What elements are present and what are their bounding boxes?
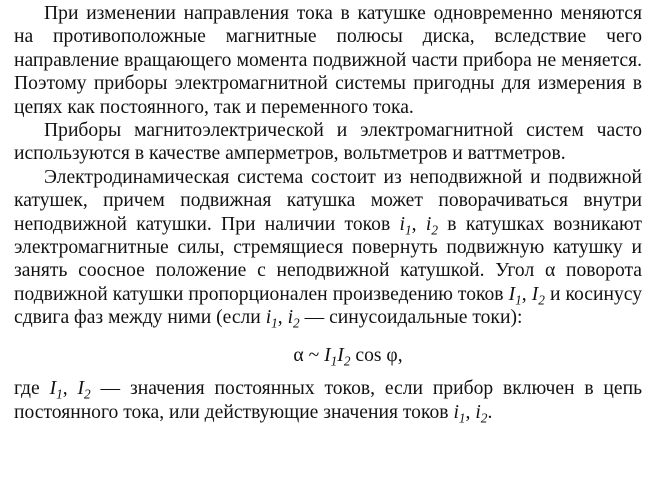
tail-i2: $i_2$ (475, 401, 488, 425)
paragraph-1: При изменении направления тока в катушке одновременно меняются на противоположные магнитные полюсы диска, вследствие чего направление вращающего момента подвижной части прибора не меняется. Поэтому приборы электромагнитной системы пригодны для измерения в цепях как постоянного, так и переменного тока. (14, 3, 642, 118)
paragraph-3-text-d: — синусоидальные токи): (299, 307, 523, 329)
formula-I1: $I_1$ (324, 344, 338, 368)
formula: α ~ $I_1I_2$ cos φ, (293, 344, 403, 368)
paragraph-4: где $I_1$, $I_2$ — значения постоянных токов, если прибор включен в цепь постоянного тока, или действующие значения токов $i_1$, $i_2$. (14, 378, 643, 425)
current-i2: $i_2$ (425, 213, 438, 237)
current-i1-b: $i_1$ (265, 307, 278, 331)
tail-I2: $I_2$ (77, 378, 91, 402)
formula-I2: $I_2$ (337, 344, 351, 368)
paragraph-3: Электродинамическая система состоит из неподвижной и подвижной катушек, причем подвижная катушка может поворачиваться внутри неподвижной катушки. При наличии токов $i_1$, $i_2$ в катушках возникают электромагнитные силы, стремящиеся повернуть подвижную катушку и занять соосное положение с неподвижной катушкой. Угол α поворота подвижной катушки пропорционален произведению токов $I_1$, $I_2$ и косинусу сдвига фаз между ними (если $i_1$, $i_2$ — синусоидальные токи): (14, 166, 642, 331)
current-I2: $I_2$ (531, 283, 545, 308)
paragraph-3-text-c: и косинусу сдвига фаз между ними (если (14, 283, 642, 329)
paragraph-2: Приборы магнитоэлектрической и электромагнитной систем часто используются в качестве амперметров, вольтметров и ваттметров. (14, 120, 642, 165)
current-i2-b: $i_2$ (287, 307, 300, 331)
tail-I1: $I_1$ (49, 378, 63, 402)
current-I1: $I_1$ (508, 283, 522, 308)
paragraph-4-text: — значения постоянных токов, если прибор включен в цепь постоянного тока, или действующие значения токов (14, 378, 643, 423)
formula-cos: cos φ, (350, 344, 403, 366)
paragraph-3-text-b: в катушках возникают электромагнитные силы, стремящиеся повернуть подвижную катушку и занять соосное положение с неподвижной катушкой. Угол α поворота подвижной катушки пропорционален произведению токов (14, 213, 642, 305)
formula-alpha: α (293, 344, 304, 366)
current-i1: $i_1$ (399, 213, 412, 237)
tail-i1: $i_1$ (453, 401, 466, 425)
paragraph-3-text-a: Электродинамическая система состоит из неподвижной и подвижной катушек, причем подвижная катушка может поворачиваться внутри неподвижной катушки. При наличии токов (14, 166, 642, 235)
